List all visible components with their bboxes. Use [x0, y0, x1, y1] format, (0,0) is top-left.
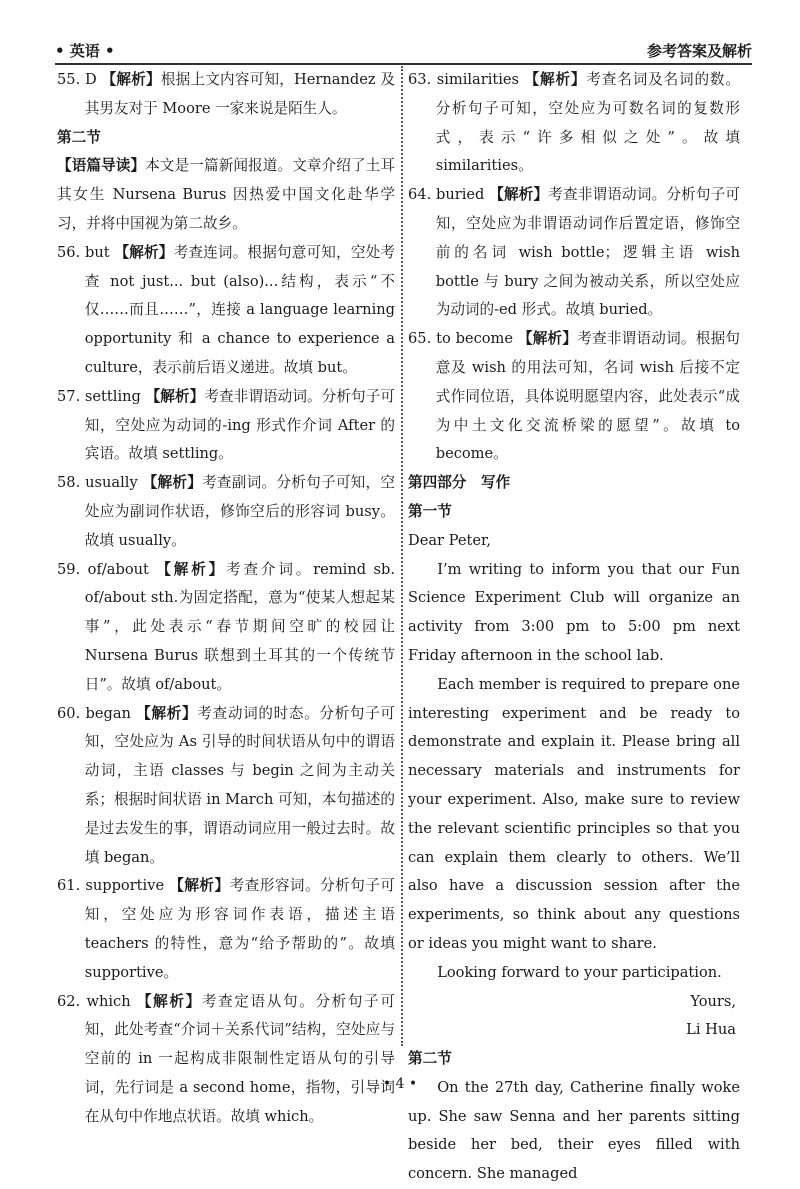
answer-59: 59. of/about 【解析】考查介词。remind sb. of/about sth.为固定搭配，意为“使某人想起某事”，此处表示“春节期间空旷的校园让 Nursena Burus 联想到土耳其的一个传统节日”。故填 of/about。 [57, 560, 396, 693]
answer-61: 61. supportive 【解析】考查形容词。分析句子可知，空处应为形容词作表语，描述主语 teachers 的特性，意为“给予帮助的”。故填 supportive。 [57, 877, 395, 981]
answer-56: 56. but 【解析】考查连词。根据句意可知，空处考查 not just... but (also)...结构，表示“不仅……而且……”，连接 a language learning opportunity 和 a chance to experience a culture，表示前后语义递进。故填 but。 [57, 243, 395, 376]
column-divider [401, 66, 403, 1046]
letter-signature: Li Hua [686, 1021, 736, 1039]
letter-closing: Yours, [690, 992, 736, 1010]
letter-paragraph: Each member is required to prepare one interesting experiment and be ready to demonstrate and explain it. Please bring all necessary materials and instruments for your experiment. Also, make sure to review the relevant scientific principles so that you can explain them clearly to others. We’ll also have a discussion session after the experiments, so think about any questions or ideas you might want to share. [408, 675, 740, 952]
subject-label: • 英语 • [55, 42, 115, 60]
answer-58: 58. usually 【解析】考查副词。分析句子可知，空处应为副词作状语，修饰空后的形容词 busy。故填 usually。 [57, 474, 395, 549]
answer-57: 57. settling 【解析】考查非谓语动词。分析句子可知，空处应为动词的-ing 形式作介词 After 的宾语。故填 settling。 [57, 387, 396, 463]
passage-intro: 【语篇导读】本文是一篇新闻报道。文章介绍了土耳其女生 Nursena Burus 因热爱中国文化赴华学习，并将中国视为第二故乡。 [57, 157, 395, 232]
answer-64: 64. buried 【解析】考查非谓语动词。分析句子可知，空处应为非谓语动词作后置定语，修饰空前的名词 wish bottle；逻辑主语 wish bottle 与 bury 之间为被动关系，所以空处应为动词的-ed 形式。故填 buried。 [408, 186, 740, 319]
letter-greeting: Dear Peter, [408, 531, 491, 549]
answer-63: 63. similarities 【解析】考查名词及名词的数。分析句子可知，空处应为可数名词的复数形式，表示“许多相似之处”。故填 similarities。 [408, 71, 740, 175]
part-heading: 第四部分 写作 [408, 474, 511, 492]
letter-paragraph: I’m writing to inform you that our Fun Science Experiment Club will organize an activity from 3:00 pm to 5:00 pm next Friday afternoon in the school lab. [408, 560, 740, 664]
answer-55: 55. D 【解析】根据上文内容可知，Hernandez 及其男友对于 Moore 一家来说是陌生人。 [57, 71, 395, 117]
doc-title: 参考答案及解析 [646, 42, 752, 60]
section-heading: 第一节 [408, 502, 452, 520]
page-number: • 4 • [382, 1076, 418, 1092]
story-paragraph: On the 27th day, Catherine finally woke up. She saw Senna and her parents sitting beside her bed, their eyes filled with concern. She managed [408, 1078, 740, 1183]
left-column [57, 66, 395, 1131]
header-rule [55, 63, 752, 65]
answer-65: 65. to become 【解析】考查非谓语动词。根据句意及 wish 的用法可知，名词 wish 后接不定式作同位语，具体说明愿望内容，此处表示“成为中土文化交流桥梁的愿望”。故填 to become。 [408, 330, 740, 463]
section-heading: 第二节 [408, 1050, 452, 1068]
right-column [408, 66, 740, 1189]
page-header [55, 40, 752, 62]
letter-paragraph: Looking forward to your participation. [437, 963, 722, 981]
answer-62: 62. which 【解析】考查定语从句。分析句子可知，此处考查“介词＋关系代词”结构，空处应与空前的 in 一起构成非限制性定语从句的引导词，先行词是 a second home，指物，引导词在从句中作地点状语。故填 which。 [57, 992, 395, 1125]
section-heading: 第二节 [57, 128, 101, 146]
answer-60: 60. began 【解析】考查动词的时态。分析句子可知，空处应为 As 引导的时间状语从句中的谓语动词，主语 classes 与 begin 之间为主动关系；根据时间状语 in March 可知，本句描述的是过去发生的事，谓语动词应用一般过去时。故填 began。 [57, 704, 395, 866]
